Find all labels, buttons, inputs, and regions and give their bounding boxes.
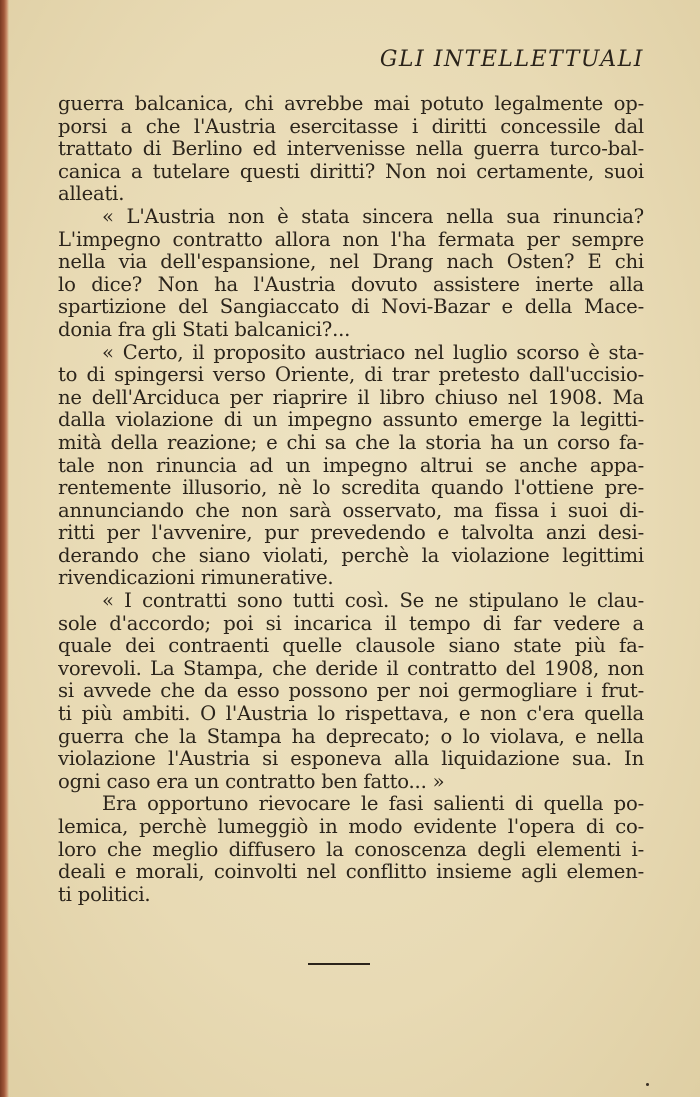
text-line: L'impegno contratto allora non l'ha fermata per sempre bbox=[58, 228, 644, 251]
text-line: ritti per l'avvenire, pur prevedendo e talvolta anzi desi- bbox=[58, 522, 644, 545]
text-line: mità della reazione; e chi sa che la storia ha un corso fa- bbox=[58, 431, 644, 454]
text-line: trattato di Berlino ed intervenisse nella guerra turco-bal- bbox=[58, 138, 644, 161]
text-line: rentemente illusorio, nè lo scredita quando l'ottiene pre- bbox=[58, 477, 644, 500]
text-line: ti più ambiti. O l'Austria lo rispettava, e non c'era quella bbox=[58, 703, 644, 726]
body-text bbox=[58, 93, 644, 906]
text-line: violazione l'Austria si esponeva alla liquidazione sua. In bbox=[58, 748, 644, 771]
text-line: guerra balcanica, chi avrebbe mai potuto legalmente op- bbox=[58, 93, 644, 115]
text-line: « L'Austria non è stata sincera nella sua rinuncia? bbox=[102, 205, 644, 228]
text-line: nella via dell'espansione, nel Drang nach Osten? E chi bbox=[58, 251, 644, 274]
text-line: dalla violazione di un impegno assunto emerge la legitti- bbox=[58, 409, 644, 432]
text-line: alleati. bbox=[58, 183, 125, 206]
running-header: GLI INTELLETTUALI bbox=[379, 47, 644, 72]
text-line: ogni caso era un contratto ben fatto... » bbox=[58, 770, 445, 793]
text-line: canica a tutelare questi diritti? Non noi certamente, suoi bbox=[58, 160, 644, 183]
text-line: porsi a che l'Austria esercitasse i diritti concessile dal bbox=[58, 115, 644, 138]
text-line: derando che siano violati, perchè la violazione legittimi bbox=[58, 544, 644, 567]
text-line: donia fra gli Stati balcanici?... bbox=[58, 318, 351, 341]
page-spine-edge bbox=[0, 0, 9, 1097]
text-line: vorevoli. La Stampa, che deride il contratto del 1908, non bbox=[58, 657, 644, 680]
text-line: Era opportuno rievocare le fasi salienti di quella po- bbox=[102, 793, 644, 816]
text-line: to di spingersi verso Oriente, di trar pretesto dall'uccisio- bbox=[58, 364, 644, 387]
text-line: loro che meglio diffusero la conoscenza degli elementi i- bbox=[58, 838, 644, 861]
text-line: guerra che la Stampa ha deprecato; o lo violava, e nella bbox=[58, 725, 644, 748]
text-line: spartizione del Sangiaccato di Novi-Bazar e della Mace- bbox=[58, 296, 644, 319]
text-line: lo dice? Non ha l'Austria dovuto assistere inerte alla bbox=[58, 273, 644, 296]
text-line: quale dei contraenti quelle clausole siano state più fa- bbox=[58, 635, 644, 658]
text-line: ne dell'Arciduca per riaprire il libro chiuso nel 1908. Ma bbox=[58, 386, 644, 409]
text-line: rivendicazioni rimunerative. bbox=[58, 567, 334, 590]
section-end-rule bbox=[308, 963, 370, 965]
text-line: annunciando che non sarà osservato, ma fissa i suoi di- bbox=[58, 499, 644, 522]
text-line: « Certo, il proposito austriaco nel luglio scorso è sta- bbox=[102, 341, 644, 364]
text-line: lemica, perchè lumeggiò in modo evidente l'opera di co- bbox=[58, 816, 644, 838]
text-line: ti politici. bbox=[58, 883, 151, 906]
text-line: deali e morali, coinvolti nel conflitto insieme agli elemen- bbox=[58, 861, 644, 884]
text-line: si avvede che da esso possono per noi germogliare i frut- bbox=[58, 680, 644, 703]
text-line: sole d'accordo; poi si incarica il tempo di far vedere a bbox=[58, 612, 644, 635]
text-line: « I contratti sono tutti così. Se ne stipulano le clau- bbox=[102, 590, 644, 613]
page-speck bbox=[646, 1083, 649, 1086]
text-line: tale non rinuncia ad un impegno altrui se anche appa- bbox=[58, 454, 644, 477]
